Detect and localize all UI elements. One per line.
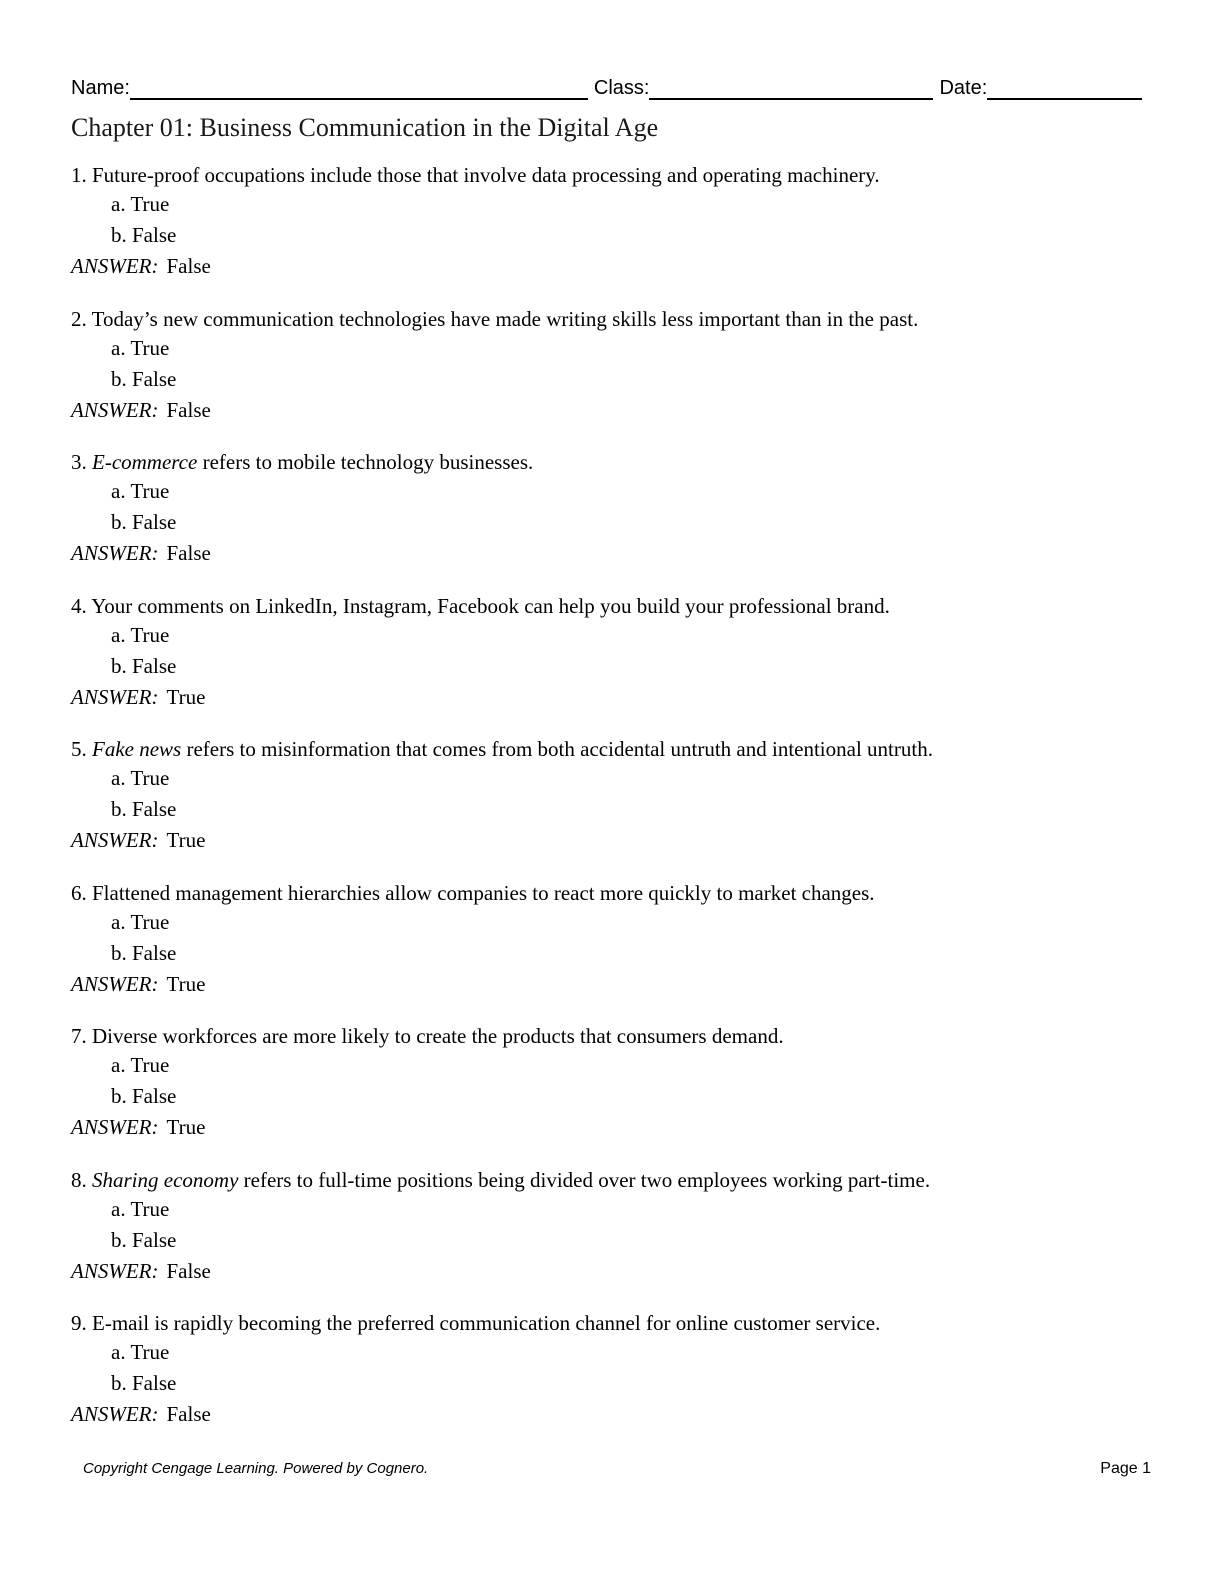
question-term: E-commerce — [92, 450, 198, 474]
question-stem — [71, 448, 1161, 476]
answer-label: ANSWER: — [71, 828, 159, 852]
answer-line — [71, 1112, 1161, 1143]
question-stem — [71, 1022, 1161, 1050]
option-false: b. False — [111, 510, 177, 534]
question-item — [71, 879, 1161, 1000]
question-item — [71, 305, 1161, 426]
option-false: b. False — [111, 367, 177, 391]
question-text: Today’s new communication technologies have made writing skills less important than in the past. — [91, 307, 919, 331]
question-number: 5. — [71, 737, 87, 761]
option-true: a. True — [111, 910, 170, 934]
option-false: b. False — [111, 654, 177, 678]
option-true: a. True — [111, 192, 170, 216]
answer-value: True — [166, 972, 206, 996]
answer-line — [71, 538, 1161, 569]
answer-line — [71, 395, 1161, 426]
answer-label: ANSWER: — [71, 685, 159, 709]
answer-value: False — [166, 398, 211, 422]
question-text: refers to misinformation that comes from both accidental untruth and intentional untruth. — [186, 737, 933, 761]
answer-label: ANSWER: — [71, 541, 159, 565]
question-stem — [71, 735, 1161, 763]
answer-line — [71, 969, 1161, 1000]
question-number: 1. — [71, 163, 87, 187]
name-label: Name: — [71, 77, 130, 99]
answer-label: ANSWER: — [71, 1115, 159, 1139]
chapter-title: Chapter 01: Business Communication in the Digital Age — [71, 113, 659, 142]
class-blank-line[interactable] — [649, 76, 933, 100]
answer-label: ANSWER: — [71, 254, 159, 278]
question-item — [71, 735, 1161, 856]
answer-value: True — [166, 828, 206, 852]
student-info-header — [71, 70, 1142, 100]
question-text: refers to mobile technology businesses. — [202, 450, 534, 474]
name-blank-line[interactable] — [130, 76, 588, 100]
question-number: 9. — [71, 1311, 87, 1335]
answer-value: False — [166, 254, 211, 278]
answer-line — [71, 251, 1161, 282]
answer-value: False — [166, 1259, 211, 1283]
question-text: Your comments on LinkedIn, Instagram, Facebook can help you build your professional brand. — [91, 594, 890, 618]
question-item — [71, 448, 1161, 569]
option-false: b. False — [111, 1228, 177, 1252]
answer-label: ANSWER: — [71, 1259, 159, 1283]
question-term: Sharing economy — [92, 1168, 239, 1192]
option-true: a. True — [111, 623, 170, 647]
question-number: 3. — [71, 450, 87, 474]
option-true: a. True — [111, 336, 170, 360]
option-false: b. False — [111, 941, 177, 965]
answer-value: False — [166, 541, 211, 565]
question-stem — [71, 592, 1161, 620]
answer-value: True — [166, 1115, 206, 1139]
answer-label: ANSWER: — [71, 972, 159, 996]
option-false: b. False — [111, 1371, 177, 1395]
question-stem — [71, 305, 1161, 333]
question-number: 8. — [71, 1168, 87, 1192]
question-item — [71, 1309, 1161, 1430]
question-stem — [71, 879, 1161, 907]
date-blank-line[interactable] — [987, 76, 1142, 100]
question-stem — [71, 1166, 1161, 1194]
question-stem — [71, 1309, 1161, 1337]
answer-value: True — [166, 685, 206, 709]
answer-line — [71, 825, 1161, 856]
question-text: Flattened management hierarchies allow companies to react more quickly to market changes. — [92, 881, 875, 905]
question-item — [71, 1022, 1161, 1143]
question-text: Future-proof occupations include those that involve data processing and operating machinery. — [92, 163, 880, 187]
option-true: a. True — [111, 766, 170, 790]
question-item — [71, 161, 1161, 282]
question-term: Fake news — [92, 737, 182, 761]
option-false: b. False — [111, 1084, 177, 1108]
question-text: E-mail is rapidly becoming the preferred communication channel for online customer service. — [92, 1311, 881, 1335]
question-stem — [71, 161, 1161, 189]
answer-value: False — [166, 1402, 211, 1426]
question-number: 2. — [71, 307, 87, 331]
question-number: 4. — [71, 594, 87, 618]
option-false: b. False — [111, 223, 177, 247]
option-false: b. False — [111, 797, 177, 821]
footer-page-number: Page 1 — [1100, 1460, 1151, 1477]
question-text: refers to full-time positions being divided over two employees working part-time. — [243, 1168, 931, 1192]
option-true: a. True — [111, 1197, 170, 1221]
question-number: 6. — [71, 881, 87, 905]
question-number: 7. — [71, 1024, 87, 1048]
question-item — [71, 592, 1161, 713]
answer-line — [71, 1256, 1161, 1287]
question-text: Diverse workforces are more likely to create the products that consumers demand. — [92, 1024, 784, 1048]
question-item — [71, 1166, 1161, 1287]
answer-line — [71, 1399, 1161, 1430]
answer-line — [71, 682, 1161, 713]
answer-label: ANSWER: — [71, 398, 159, 422]
answer-label: ANSWER: — [71, 1402, 159, 1426]
class-label: Class: — [593, 77, 650, 99]
option-true: a. True — [111, 1340, 170, 1364]
option-true: a. True — [111, 1053, 170, 1077]
footer-copyright: Copyright Cengage Learning. Powered by Cognero. — [83, 1460, 429, 1477]
option-true: a. True — [111, 479, 170, 503]
date-label: Date: — [939, 77, 988, 99]
